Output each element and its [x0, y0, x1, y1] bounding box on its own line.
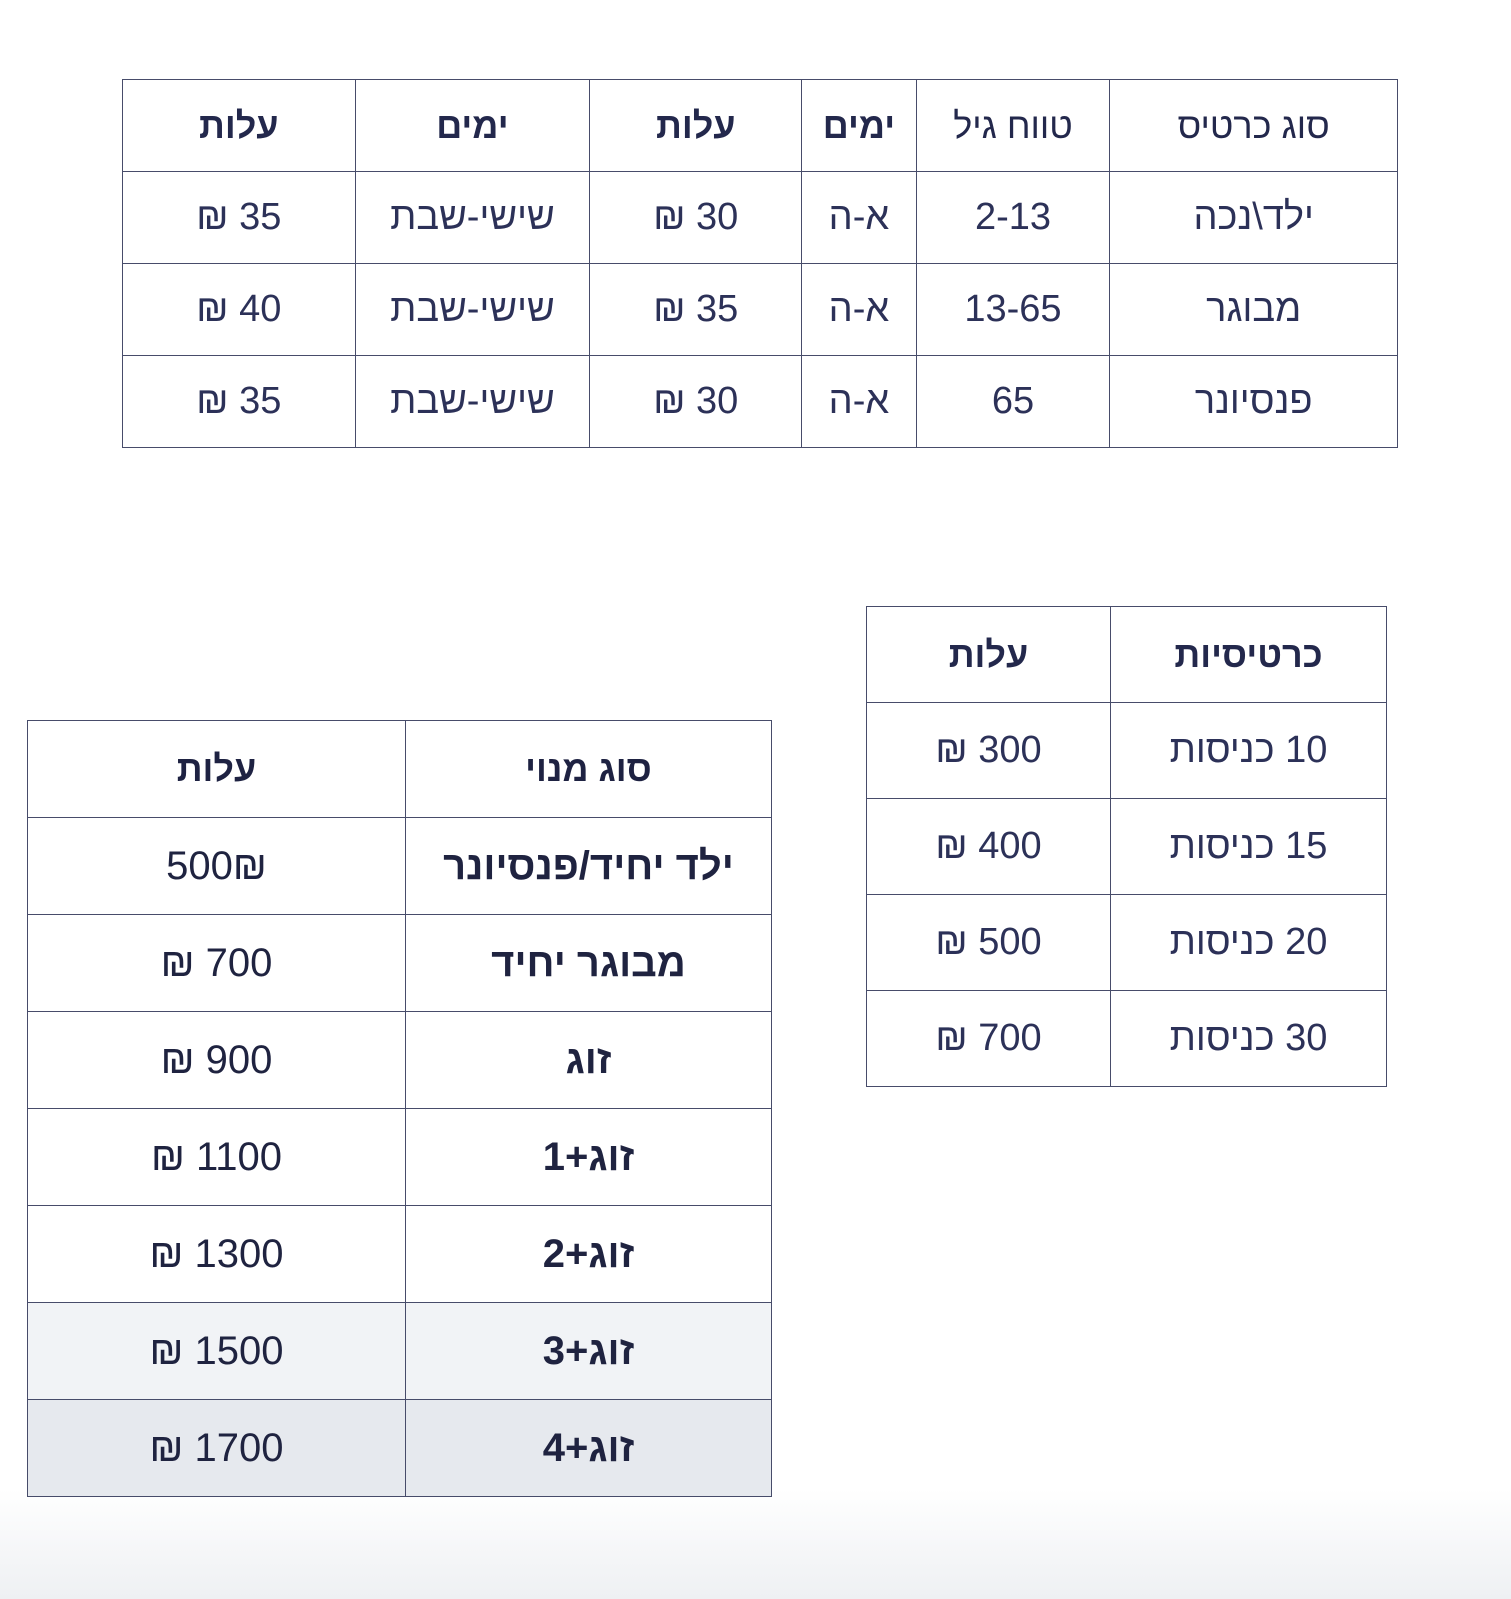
cell-cost: 1300 ₪ — [28, 1206, 406, 1303]
cell-cost: 1500 ₪ — [28, 1303, 406, 1400]
cell-entries: 20 כניסות — [1111, 895, 1387, 991]
cell-cost: 1100 ₪ — [28, 1109, 406, 1206]
table-row — [28, 818, 772, 915]
cell-subscription-type: זוג — [406, 1012, 772, 1109]
cell-days-weekday: א-ה — [802, 264, 916, 356]
table-row — [867, 799, 1387, 895]
table-header-row — [28, 721, 772, 818]
cell-cost-weekday: 30 ₪ — [590, 356, 802, 448]
table-row — [28, 915, 772, 1012]
cell-days-weekend: שישי-שבת — [355, 264, 590, 356]
cell-subscription-type: מבוגר יחיד — [406, 915, 772, 1012]
cell-age-range: 65 — [916, 356, 1110, 448]
cell-days-weekend: שישי-שבת — [355, 356, 590, 448]
cell-cost: 900 ₪ — [28, 1012, 406, 1109]
header-days-weekday: ימים — [802, 80, 916, 172]
table-row — [28, 1012, 772, 1109]
cell-days-weekday: א-ה — [802, 172, 916, 264]
cell-cost-weekday: 30 ₪ — [590, 172, 802, 264]
header-ticket-type: סוג כרטיס — [1110, 80, 1398, 172]
table-row — [123, 356, 1398, 448]
table-row — [28, 1109, 772, 1206]
table-header-row — [867, 607, 1387, 703]
cell-cost-weekend: 40 ₪ — [123, 264, 356, 356]
header-cost-weekday: עלות — [590, 80, 802, 172]
header-cost: עלות — [867, 607, 1111, 703]
header-cost-weekend: עלות — [123, 80, 356, 172]
subscriptions-table — [27, 720, 772, 1497]
table-header-row — [123, 80, 1398, 172]
table-row — [28, 1206, 772, 1303]
table-row — [28, 1400, 772, 1497]
cell-entries: 15 כניסות — [1111, 799, 1387, 895]
header-age-range: טווח גיל — [916, 80, 1110, 172]
cell-cost: 500 ₪ — [867, 895, 1111, 991]
cell-subscription-type: זוג+1 — [406, 1109, 772, 1206]
cell-cost: 500₪ — [28, 818, 406, 915]
cell-ticket-type: ילד\נכה — [1110, 172, 1398, 264]
cell-cost: 700 ₪ — [867, 991, 1111, 1087]
cell-subscription-type: זוג+3 — [406, 1303, 772, 1400]
table-row — [867, 703, 1387, 799]
punch-cards-table — [866, 606, 1387, 1087]
table-row — [867, 991, 1387, 1087]
table-row — [123, 264, 1398, 356]
header-cost: עלות — [28, 721, 406, 818]
cell-entries: 30 כניסות — [1111, 991, 1387, 1087]
cell-cost: 400 ₪ — [867, 799, 1111, 895]
cell-cost-weekday: 35 ₪ — [590, 264, 802, 356]
table-row — [28, 1303, 772, 1400]
cell-subscription-type: זוג+4 — [406, 1400, 772, 1497]
header-subscription-type: סוג מנוי — [406, 721, 772, 818]
table-row — [867, 895, 1387, 991]
cell-cost-weekend: 35 ₪ — [123, 172, 356, 264]
header-days-weekend: ימים — [355, 80, 590, 172]
scan-background-shade — [0, 1489, 1511, 1599]
cell-cost-weekend: 35 ₪ — [123, 356, 356, 448]
cell-cost: 300 ₪ — [867, 703, 1111, 799]
cell-subscription-type: זוג+2 — [406, 1206, 772, 1303]
cell-ticket-type: פנסיונר — [1110, 356, 1398, 448]
cell-days-weekday: א-ה — [802, 356, 916, 448]
table-row — [123, 172, 1398, 264]
cell-ticket-type: מבוגר — [1110, 264, 1398, 356]
cell-entries: 10 כניסות — [1111, 703, 1387, 799]
cell-subscription-type: ילד יחיד/פנסיונר — [406, 818, 772, 915]
cell-age-range: 13-65 — [916, 264, 1110, 356]
cell-cost: 700 ₪ — [28, 915, 406, 1012]
cell-days-weekend: שישי-שבת — [355, 172, 590, 264]
cell-age-range: 2-13 — [916, 172, 1110, 264]
cell-cost: 1700 ₪ — [28, 1400, 406, 1497]
header-punch-card: כרטיסיות — [1111, 607, 1387, 703]
ticket-prices-table — [122, 79, 1398, 448]
